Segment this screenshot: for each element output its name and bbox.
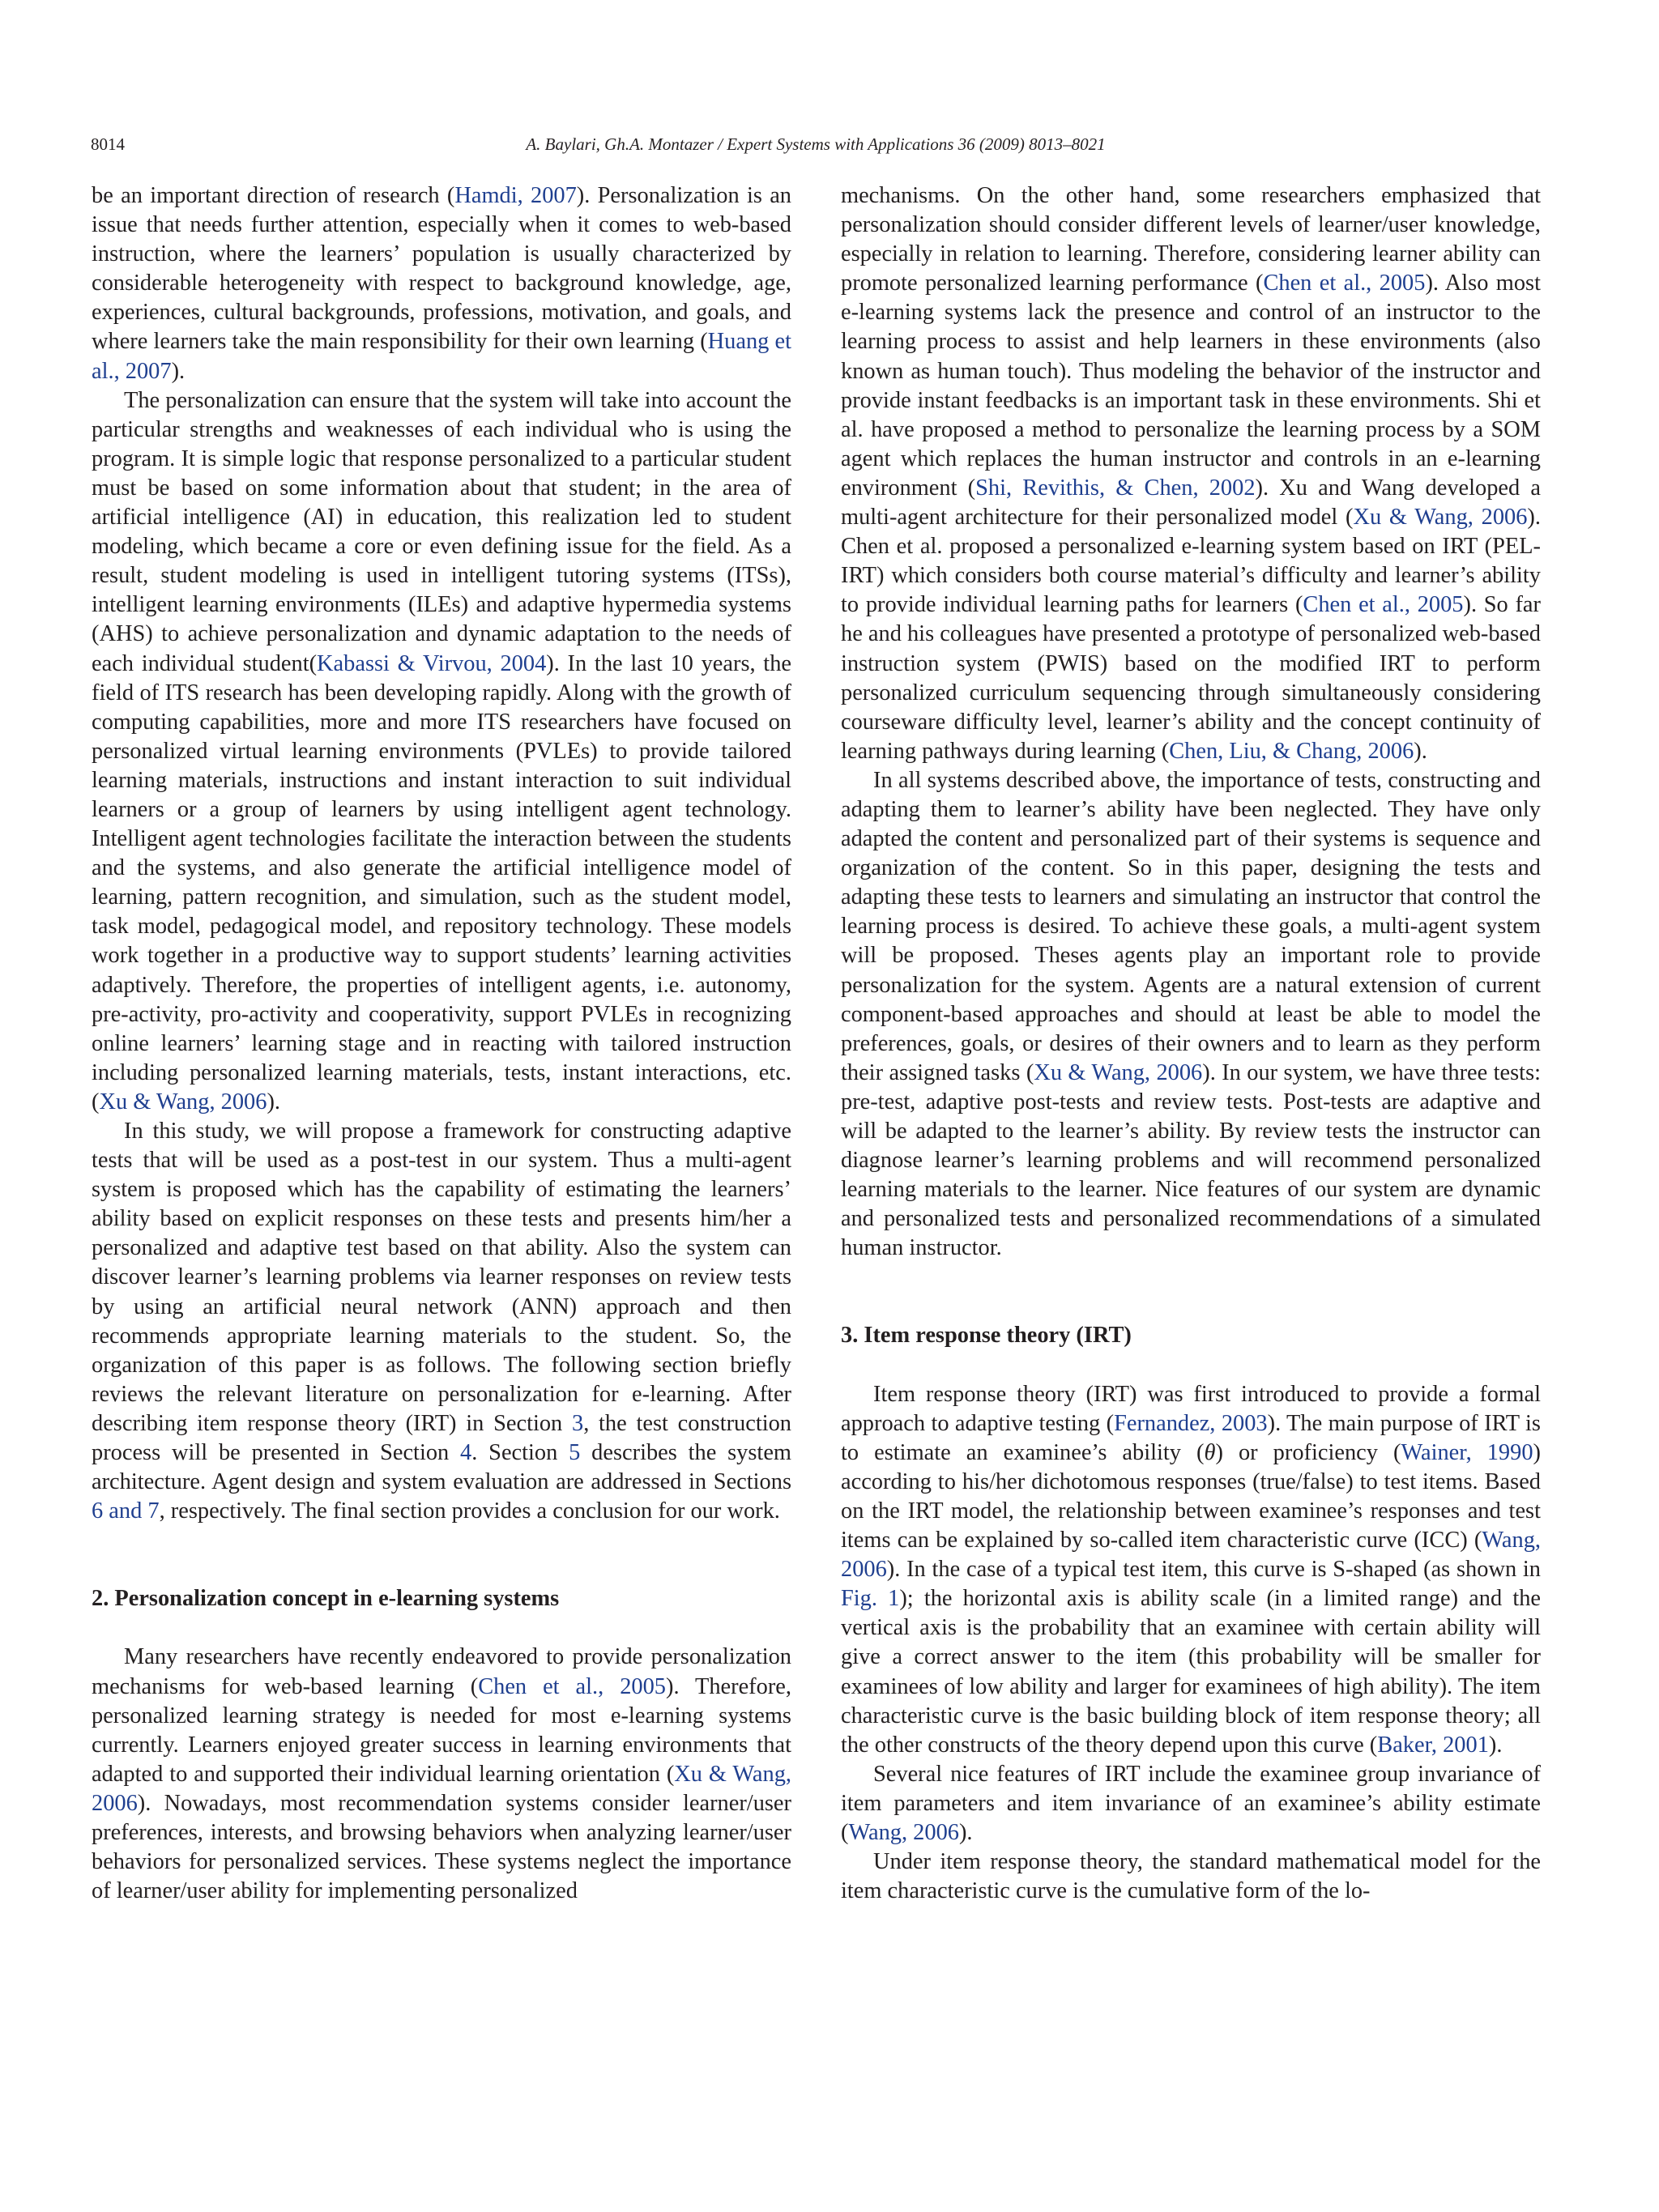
citation-link[interactable]: Shi, Revithis, & Chen, 2002 bbox=[975, 475, 1256, 501]
left-column bbox=[92, 181, 791, 1906]
paragraph-continuation: be an important direction of research (Hamdi, 2007). Personalization is an issue that needs further attention, especially when it comes to web-based instruction, where the learners’ population is usually characterized by considerable heterogeneity with respect to background knowledge, age, experiences, cultural backgrounds, professions, motivation, and goals, and where learners take the main responsibility for their own learning (Huang et al., 2007). bbox=[92, 183, 792, 384]
citation-link[interactable]: Chen et al., 2005 bbox=[478, 1673, 666, 1699]
paragraph-section-2: Many researchers have recently endeavored to provide personalization mechanisms for web-based learning (Chen et al., 2005). Therefore, personalized learning strategy is needed for most e-learning systems currently. Learners enjoyed greater success in learning environments that adapted to and supported their individual learning orientation (Xu & Wang, 2006). Nowadays, most recommendation systems consider learner/user preferences, interests, and browsing behaviors when analyzing learner/user behaviors for personalized services. These systems neglect the importance of learner/user ability for implementing personalized bbox=[92, 1644, 791, 1904]
citation-link[interactable]: Wainer, 1990 bbox=[1401, 1439, 1533, 1465]
citation-link[interactable]: Wang, 2006 bbox=[841, 1528, 1541, 1583]
citation-link[interactable]: Hamdi, 2007 bbox=[454, 183, 577, 208]
right-column bbox=[841, 181, 1541, 1906]
section-ref-link[interactable]: 3 bbox=[572, 1410, 584, 1436]
section-ref-link[interactable]: 4 bbox=[460, 1440, 472, 1466]
paragraph-this-study: In this study, we will propose a framework for constructing adaptive tests that will be used as a post-test in our system. Thus a multi-agent system is proposed which has the capability of estimating the learners’ ability based on explicit responses on these tests and presents him/her a personalized and adaptive test based on that ability. Also the system can discover learner’s learning problems via learner responses on review tests by using an artificial neural network (ANN) approach and then recommends appropriate learning materials to the student. So, the organization of this paper is as follows. The following section briefly reviews the relevant literature on personalization for e-learning. After describing item response theory (IRT) in Section 3, the test construction process will be presented in Section 4. Section 5 describes the system architecture. Agent design and system evaluation are addressed in Sections 6 and 7, respectively. The final section provides a conclusion for our work. bbox=[92, 1119, 791, 1524]
paragraph-tests-neglected: In all systems described above, the importance of tests, constructing and adapting them to learner’s ability have been neglected. They have only adapted the content and personalized part of their systems is sequence and organization of the content. So in this paper, designing the tests and adapting these tests to learners and simulating an instructor that control the learning process is desired. To achieve these goals, a multi-agent system will be proposed. Theses agents play an important role to provide personalization for the system. Agents are a natural extension of current component-based approaches and should at least be able to model the preferences, goals, or desires of their owners and to learn as they perform their assigned tasks (Xu & Wang, 2006). In our system, we have three tests: pre-test, adaptive post-tests and review tests. Post-tests are adaptive and will be adapted to the learner’s ability. By review tests the instructor can diagnose learner’s learning problems and will recommend personalized learning materials to the learner. Nice features of our system are dynamic and personalized tests and personalized recommendations of a simulated human instructor. bbox=[841, 767, 1542, 1261]
citation-link[interactable]: Chen, Liu, & Chang, 2006 bbox=[1169, 738, 1414, 764]
citation-link[interactable]: Huang et al., 2007 bbox=[92, 329, 791, 384]
citation-link[interactable]: Xu & Wang, 2006 bbox=[1353, 505, 1528, 531]
running-header bbox=[91, 130, 1541, 159]
citation-link[interactable]: Fernandez, 2003 bbox=[1114, 1410, 1268, 1436]
citation-link[interactable]: Kabassi & Virvou, 2004 bbox=[317, 650, 547, 676]
citation-link[interactable]: Chen et al., 2005 bbox=[1303, 592, 1464, 618]
section-ref-link[interactable]: 5 bbox=[569, 1440, 581, 1466]
section-2-heading: 2. Personalization concept in e-learning systems bbox=[92, 1586, 560, 1612]
citation-link[interactable]: Chen et al., 2005 bbox=[1263, 271, 1426, 296]
section-ref-link[interactable]: 6 and 7 bbox=[92, 1498, 160, 1524]
citation-link[interactable]: Xu & Wang, 2006 bbox=[1034, 1059, 1203, 1085]
section-3-heading: 3. Item response theory (IRT) bbox=[841, 1323, 1132, 1349]
citation-link[interactable]: Baker, 2001 bbox=[1377, 1732, 1489, 1758]
citation-link[interactable]: Xu & Wang, 2006 bbox=[92, 1761, 791, 1816]
journal-citation-line: A. Baylari, Gh.A. Montazer / Expert Systems with Applications 36 (2009) 8013–8021 bbox=[526, 134, 1106, 154]
figure-ref-link[interactable]: Fig. 1 bbox=[841, 1586, 900, 1612]
page-number: 8014 bbox=[91, 134, 125, 154]
paragraph-personalization: The personalization can ensure that the system will take into account the particular strengths and weaknesses of each individual who is using the program. It is simple logic that response personalized to a particular student must be based on some information about that student; in the area of artificial intelligence (AI) in education, this realization led to student modeling, which became a core or even defining issue for the field. As a result, student modeling is used in intelligent tutoring systems (ITSs), intelligent learning environments (ILEs) and adaptive hypermedia systems (AHS) to achieve personalization and dynamic adaptation to the needs of each individual student(Kabassi & Virvou, 2004). In the last 10 years, the field of ITS research has been developing rapidly. Along with the growth of computing capabilities, more and more ITS researchers have focused on personalized virtual learning environments (PVLEs) to provide tailored learning materials, instructions and instant interaction to suit individual learners or a group of learners by using intelligent agent technology. Intelligent agent technologies facilitate the interaction between the students and the systems, and also generate the artificial intelligence model of learning, pattern recognition, and simulation, such as the student model, task model, pedagogical model, and repository technology. These models work together in a productive way to support students’ learning activities adaptively. Therefore, the properties of intelligent agents, i.e. autonomy, pre-activity, pro-activity and cooperativity, support PVLEs in recognizing online learners’ learning stage and in reacting with tailored instruction including personalized learning materials, tests, instant interactions, etc. (Xu & Wang, 2006). bbox=[92, 387, 791, 1115]
paragraph-continuation: mechanisms. On the other hand, some researchers emphasized that personalization should consider different levels of learner/user knowledge, especially in relation to learning. Therefore, considering learner ability can promote personalized learning performance (Chen et al., 2005). Also most e-learning systems lack the presence and control of an instructor to the learning process to assist and help learners in these environments (also known as human touch). Thus modeling the behavior of the instructor and provide instant feedbacks is an important task in these environments. Shi et al. have proposed a method to personalize the learning process by a SOM agent which replaces the human instructor and controls in an e-learning environment (Shi, Revithis, & Chen, 2002). Xu and Wang developed a multi-agent architecture for their personalized model (Xu & Wang, 2006). Chen et al. proposed a personalized e-learning system based on IRT (PEL-IRT) which considers both course material’s difficulty and learner’s ability to provide individual learning paths for learners (Chen et al., 2005). So far he and his colleagues have presented a prototype of personalized web-based instruction system (PWIS) based on the modified IRT to perform personalized curriculum sequencing through simultaneously considering courseware difficulty level, learner’s ability and the concept continuity of learning pathways during learning (Chen, Liu, & Chang, 2006). bbox=[841, 183, 1542, 764]
paragraph-irt-model: Under item response theory, the standard mathematical model for the item characteristic curve is the cumulative form of the lo- bbox=[841, 1849, 1541, 1904]
paragraph-irt-intro: Item response theory (IRT) was first introduced to provide a formal approach to adaptive testing (Fernandez, 2003). The main purpose of IRT is to estimate an examinee’s ability (θ) or proficiency (Wainer, 1990) according to his/her dichotomous responses (true/false) to test items. Based on the IRT model, the relationship between examinee’s responses and test items can be explained by so-called item characteristic curve (ICC) (Wang, 2006). In the case of a typical test item, this curve is S-shaped (as shown in Fig. 1); the horizontal axis is ability scale (in a limited range) and the vertical axis is the probability that an examinee with certain ability will give a correct answer to the item (this probability will be smaller for examinees of low ability and larger for examinees of high ability). The item characteristic curve is the basic building block of item response theory; all the other constructs of the theory depend upon this curve (Baker, 2001). bbox=[841, 1381, 1542, 1758]
citation-link[interactable]: Wang, 2006 bbox=[848, 1819, 959, 1845]
theta-symbol: θ bbox=[1204, 1439, 1216, 1465]
paragraph-irt-features: Several nice features of IRT include the examinee group invariance of item parameters and item invariance of an examinee’s ability estimate (Wang, 2006). bbox=[841, 1761, 1541, 1845]
citation-link[interactable]: Xu & Wang, 2006 bbox=[99, 1089, 267, 1115]
